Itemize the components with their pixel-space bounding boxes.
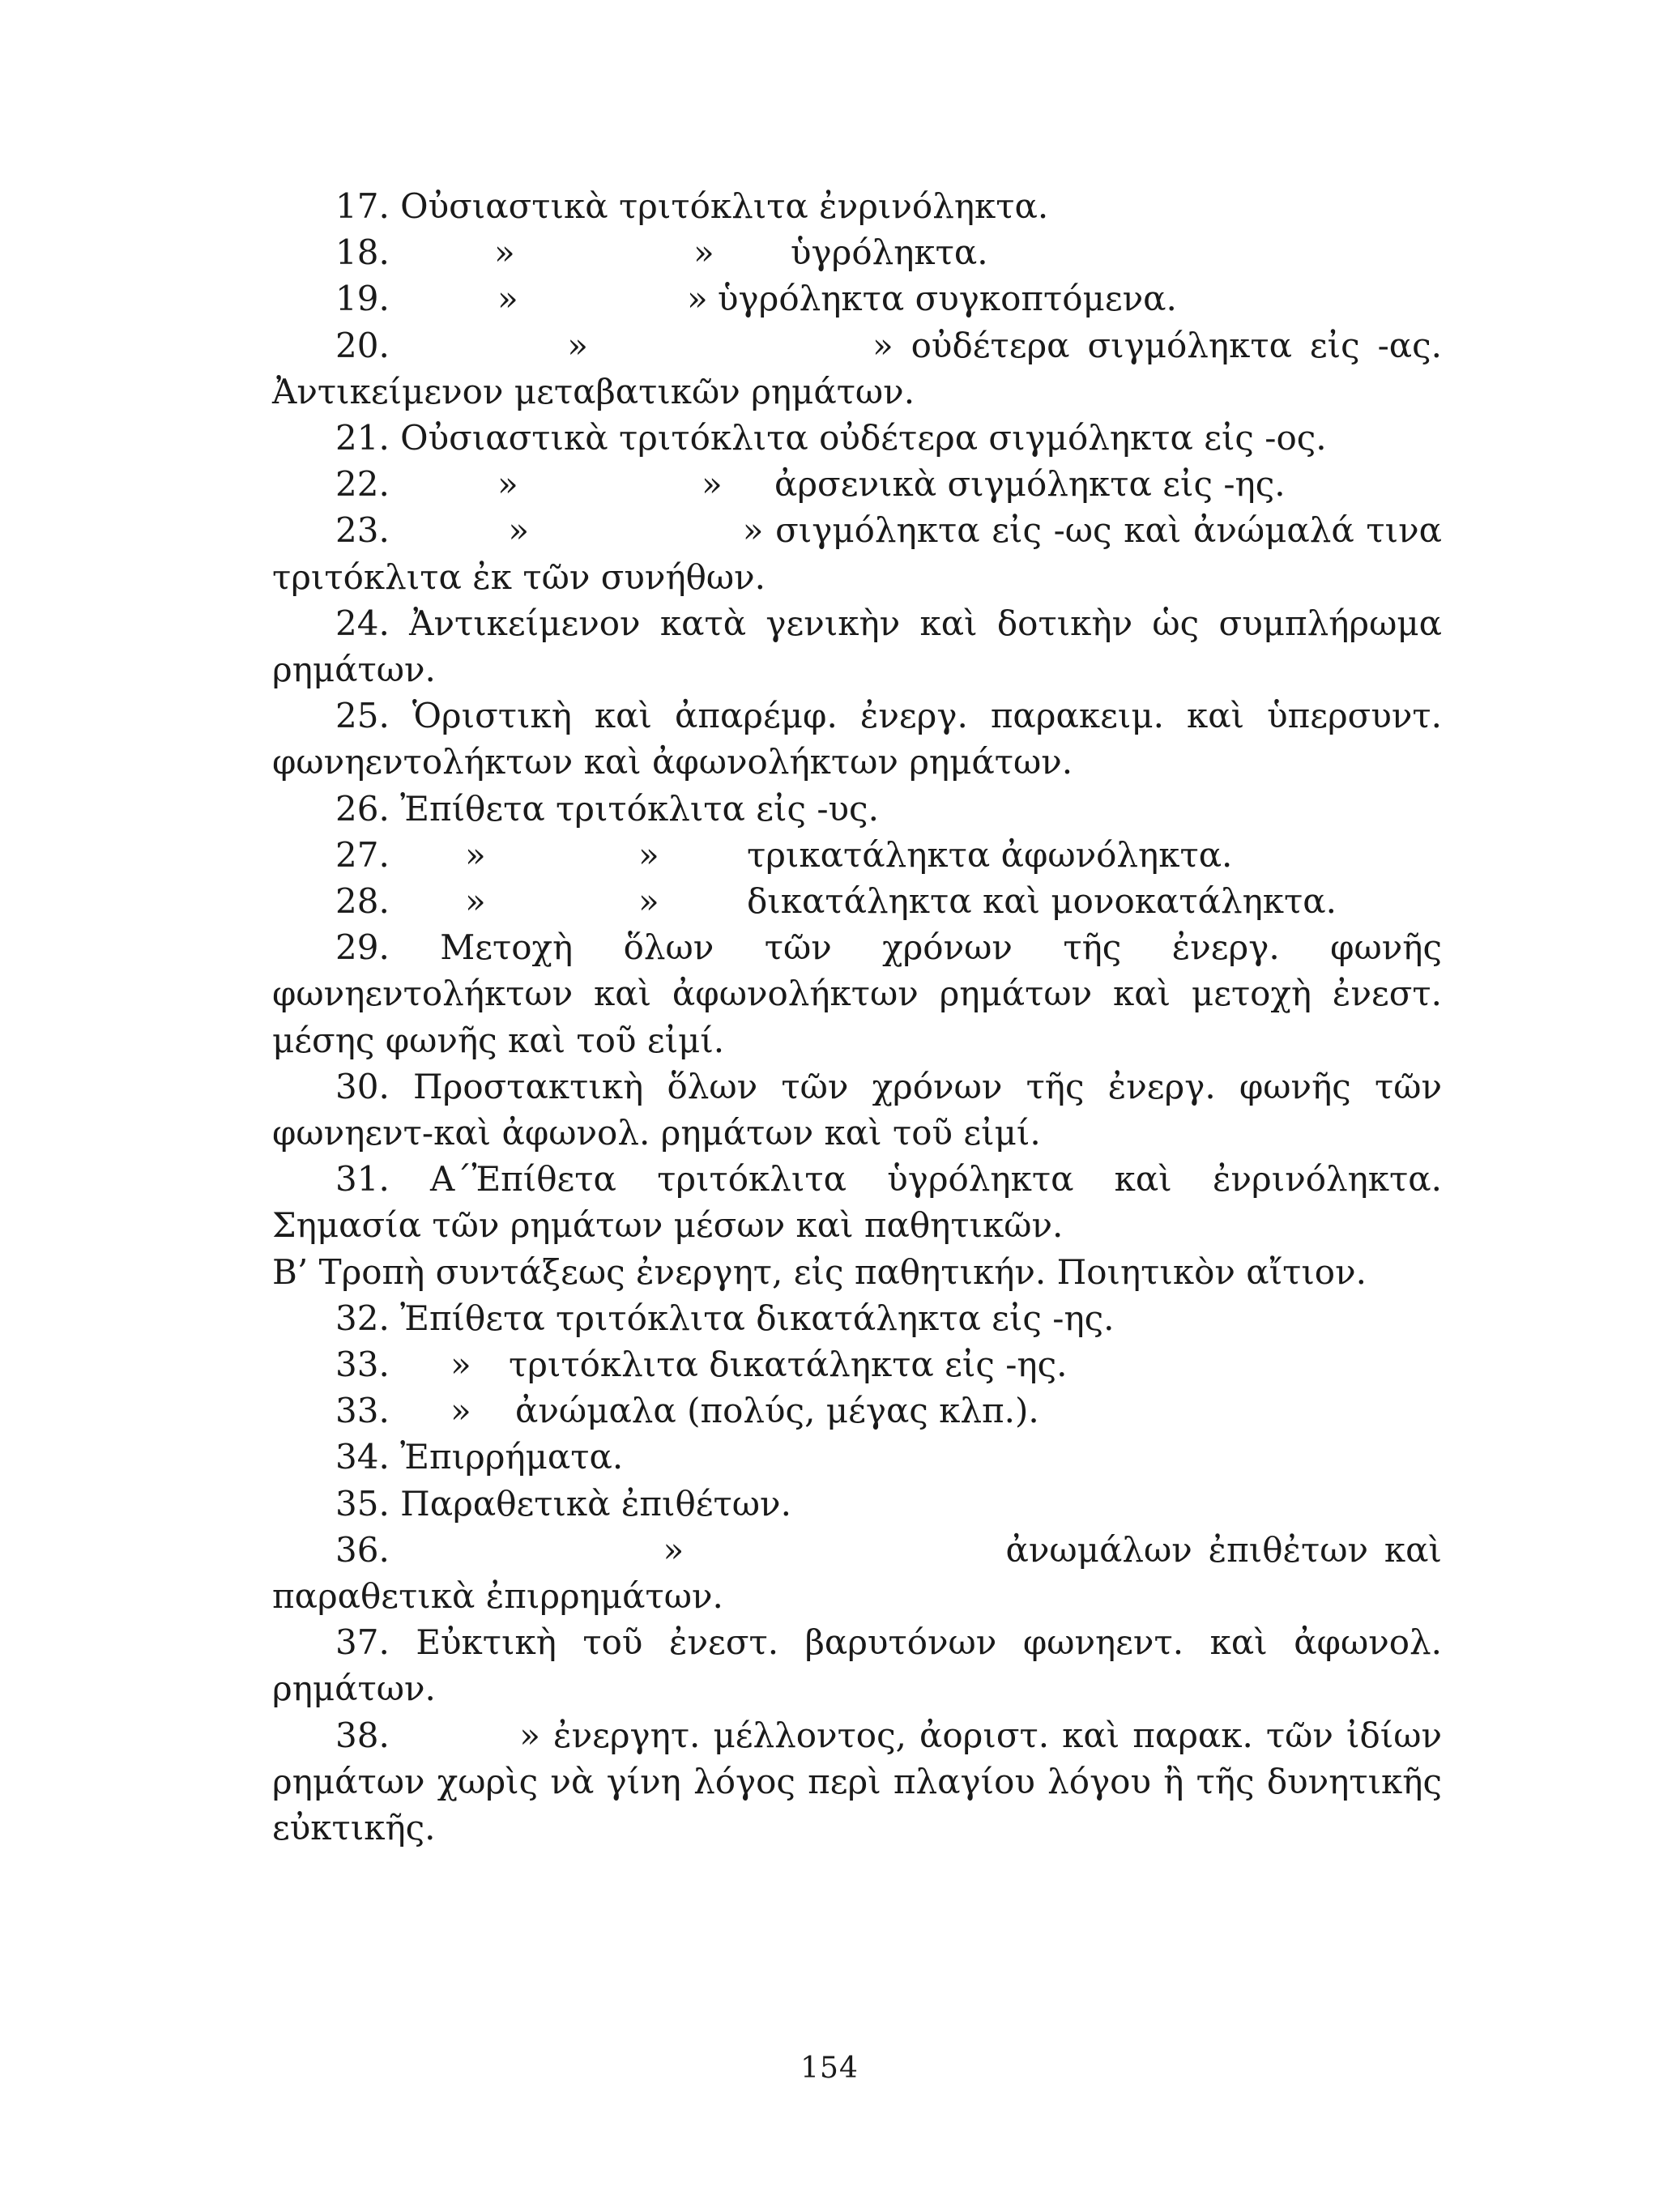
item-18	[272, 229, 1442, 275]
item-22-ditto-1: »	[497, 464, 518, 505]
item-28-ditto-2: »	[638, 880, 659, 921]
item-33-a-text: τριτόκλιτα δικατάληκτα εἰς -ης.	[509, 1345, 1068, 1384]
item-30: 30. Προστακτικὴ ὅλων τῶν χρόνων τῆς ἐνεργ. φωνῆς τῶν φωνηεντ-καὶ ἀφωνολ. ρημάτων καὶ τοῦ εἰμί.	[272, 1066, 1442, 1153]
item-33-b-number: 33.	[335, 1391, 390, 1431]
item-34: 34. Ἐπιρρήματα.	[335, 1437, 624, 1477]
item-37: 37. Εὐκτικὴ τοῦ ἐνεστ. βαρυτόνων φωνηεντ. καὶ ἀφωνολ. ρημάτων.	[272, 1622, 1442, 1709]
item-18-number: 18.	[335, 232, 390, 273]
item-31-part-b: Β’ Τροπὴ συντάξεως ἐνεργητ, εἰς παθητικήν. Ποιητικὸν αἴτιον.	[272, 1251, 1367, 1292]
item-20: 20. » » οὐδέτερα σιγμόληκτα εἰς -ας. Ἀντικείμενον μεταβατικῶν ρημάτων.	[272, 325, 1453, 411]
item-27-text: τρικατάληκτα ἀφωνόληκτα.	[747, 834, 1233, 875]
item-33-b	[272, 1387, 1442, 1434]
item-32: 32. Ἐπίθετα τριτόκλιτα δικατάληκτα εἰς -ης.	[335, 1298, 1115, 1338]
item-22-number: 22.	[335, 464, 390, 505]
item-19-number: 19.	[335, 279, 390, 319]
item-18-ditto-2: »	[693, 232, 714, 273]
item-27	[272, 832, 1442, 878]
item-23: 23. » » σιγμόληκτα εἰς -ως καὶ ἀνώμαλά τινα τριτόκλιτα ἐκ τῶν συνήθων.	[272, 510, 1453, 597]
item-17: 17. Οὐσιαστικὰ τριτόκλιτα ἐνρινόληκτα.	[335, 186, 1049, 226]
item-33-b-ditto: »	[450, 1391, 471, 1431]
item-31: 31. Α΄Ἐπίθετα τριτόκλιτα ὑγρόληκτα καὶ ἐνρινόληκτα. Σημασία τῶν ρημάτων μέσων καὶ παθητικῶν.	[272, 1159, 1442, 1246]
item-24: 24. Ἀντικείμενον κατὰ γενικὴν καὶ δοτικὴν ὡς συμπλήρωμα ρημάτων.	[272, 603, 1442, 689]
item-29: 29. Μετοχὴ ὅλων τῶν χρόνων τῆς ἐνεργ. φωνῆς φωνηεντολήκτων καὶ ἀφωνολήκτων ρημάτων καὶ μετοχὴ ἐνεστ. μέσης φωνῆς καὶ τοῦ εἰμί.	[272, 927, 1442, 1060]
item-28-ditto-1: »	[465, 880, 486, 921]
item-19-text: ὑγρόληκτα συγκοπτόμενα.	[718, 279, 1177, 319]
item-25: 25. Ὁριστικὴ καὶ ἀπαρέμφ. ἐνεργ. παρακειμ. καὶ ὑπερσυντ. φωνηεντολήκτων καὶ ἀφωνολήκτων ρημάτων.	[272, 696, 1442, 782]
item-18-text: ὑγρόληκτα.	[791, 232, 988, 273]
item-18-ditto-1: »	[494, 232, 515, 273]
item-35: 35. Παραθετικὰ ἐπιθέτων.	[335, 1483, 791, 1524]
item-22-ditto-2: »	[702, 464, 723, 505]
item-33-a-ditto: »	[450, 1345, 471, 1384]
item-19	[272, 275, 1442, 322]
item-28-number: 28.	[335, 880, 390, 921]
item-19-ditto-2: »	[687, 279, 708, 319]
item-19-ditto-1: »	[497, 279, 518, 319]
item-21: 21. Οὐσιαστικὰ τριτόκλιτα οὐδέτερα σιγμόληκτα εἰς -ος.	[335, 417, 1327, 458]
item-28-text: δικατάληκτα καὶ μονοκατάληκτα.	[747, 880, 1337, 921]
item-27-number: 27.	[335, 834, 390, 875]
item-33-a	[272, 1341, 1442, 1387]
item-33-a-number: 33.	[335, 1345, 390, 1384]
item-38: 38. » ἐνεργητ. μέλλοντος, ἀοριστ. καὶ παρακ. τῶν ἰδίων ρημάτων χωρὶς νὰ γίνη λόγος περὶ πλαγίου λόγου ἢ τῆς δυνητικῆς εὐκτικῆς.	[272, 1715, 1453, 1848]
item-33-b-text: ἀνώμαλα (πολύς, μέγας κλπ.).	[515, 1391, 1039, 1431]
item-26: 26. Ἐπίθετα τριτόκλιτα εἰς -υς.	[335, 788, 879, 829]
item-27-ditto-1: »	[465, 834, 486, 875]
item-22	[272, 461, 1442, 507]
item-22-text: ἀρσενικὰ σιγμόληκτα εἰς -ης.	[774, 464, 1286, 505]
page-number: 154	[800, 2052, 859, 2085]
item-36: 36. » ἀνωμάλων ἐπιθἐτων καὶ παραθετικὰ ἐπιρρημάτων.	[272, 1529, 1453, 1616]
syllabus-list	[272, 183, 1453, 1851]
item-27-ditto-2: »	[638, 834, 659, 875]
item-28	[272, 878, 1442, 924]
